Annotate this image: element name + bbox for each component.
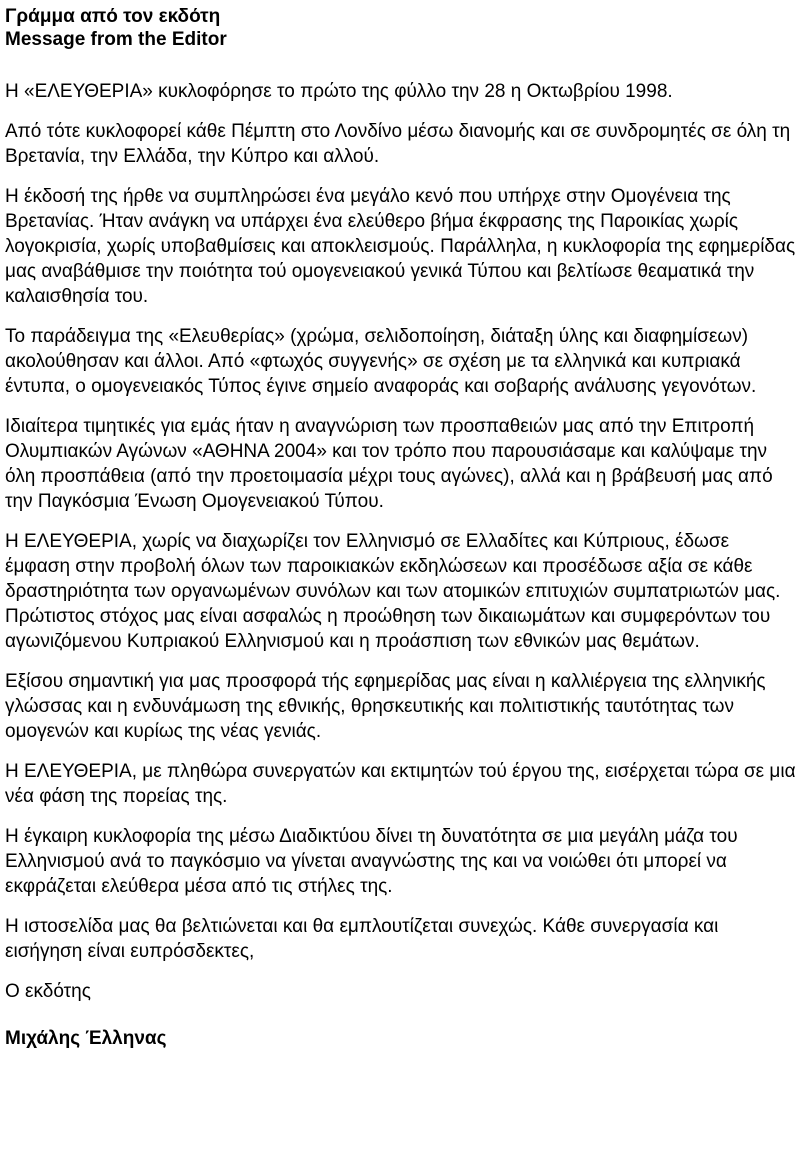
paragraph: Η ιστοσελίδα μας θα βελτιώνεται και θα εμπλουτίζεται συνεχώς. Κάθε συνεργασία και εισήγηση είναι ευπρόσδεκτες, — [5, 916, 719, 962]
doc-header — [5, 5, 797, 51]
paragraph: Εξίσου σημαντική για μας προσφορά τής εφημερίδας μας είναι η καλλιέργεια της ελληνικής γλώσσας και η ενδυνάμωση της εθνικής, θρησκευτικής και πολιτιστικής ταυτότητας των ομογενών και κυρίως της νέας γενιάς. — [5, 671, 766, 742]
paragraph: Η έγκαιρη κυκλοφορία της μέσω Διαδικτύου δίνει τη δυνατότητα σε μια μεγάλη μάζα του Ελληνισμού ανά το παγκόσμιο να γίνεται αναγνώστης της και να νοιώθει ότι μπορεί να εκφράζεται ελεύθερα μέσα από τις στήλες της. — [5, 826, 738, 897]
signature: Μιχάλης Έλληνας — [5, 1028, 167, 1049]
paragraph: Ιδιαίτερα τιμητικές για εμάς ήταν η αναγνώριση των προσπαθειών μας από την Επιτροπή Ολυμπιακών Αγώνων «ΑΘΗΝΑ 2004» και τον τρόπο που παρουσιάσαμε και καλύψαμε την όλη προσπάθεια (από την προετοιμασία μέχρι τους αγώνες), αλλά και η βράβευσή μας από την Παγκόσμια Ένωση Ομογενειακού Τύπου. — [5, 416, 773, 512]
page-title-greek: Γράμμα από τον εκδότη — [5, 6, 221, 27]
paragraph: Το παράδειγμα της «Ελευθερίας» (χρώμα, σελιδοποίηση, διάταξη ύλης και διαφημίσεων) ακολούθησαν και άλλοι. Από «φτωχός συγγενής» σε σχέση με τα ελληνικά και κυπριακά έντυπα, ο ομογενειακός Τύπος έγινε σημείο αναφοράς και σοβαρής ανάλυσης γεγονότων. — [5, 326, 757, 397]
signoff: Ο εκδότης — [5, 981, 91, 1002]
paragraph: Η ΕΛΕΥΘΕΡΙΑ, με πληθώρα συνεργατών και εκτιμητών τού έργου της, εισέρχεται τώρα σε μια νέα φάση της πορείας της. — [5, 761, 796, 807]
letter-body — [5, 79, 797, 964]
page-title-english: Message from the Editor — [5, 29, 227, 50]
paragraph: Από τότε κυκλοφορεί κάθε Πέμπτη στο Λονδίνο μέσω διανομής και σε συνδρομητές σε όλη τη Βρετανία, την Ελλάδα, την Κύπρο και αλλού. — [5, 121, 791, 167]
paragraph: Η «ΕΛΕΥΘΕΡΙΑ» κυκλοφόρησε το πρώτο της φύλλο την 28 η Οκτωβρίου 1998. — [5, 81, 673, 102]
paragraph: Η ΕΛΕΥΘΕΡΙΑ, χωρίς να διαχωρίζει τον Ελληνισμό σε Ελλαδίτες και Κύπριους, έδωσε έμφαση στην προβολή όλων των παροικιακών εκδηλώσεων και προσέδωσε αξία σε κάθε δραστηριότητα των οργανωμένων συνόλων και των ατομικών επιτυχιών συμπατριωτών μας. Πρώτιστος στόχος μας είναι ασφαλώς η προώθηση των δικαιωμάτων και συμφερόντων του αγωνιζόμενου Κυπριακού Ελληνισμού και η προάσπιση των εθνικών μας θεμάτων. — [5, 531, 781, 652]
paragraph: Η έκδοσή της ήρθε να συμπληρώσει ένα μεγάλο κενό που υπήρχε στην Ομογένεια της Βρετανίας. Ήταν ανάγκη να υπάρχει ένα ελεύθερο βήμα έκφρασης της Παροικίας χωρίς λογοκρισία, χωρίς υποβαθμίσεις και αποκλεισμούς. Παράλληλα, η κυκλοφορία της εφημερίδας μας αναβάθμισε την ποιότητα τού ομογενειακού γενικά Τύπου και βελτίωσε θεαματικά την καλαισθησία του. — [5, 186, 796, 307]
